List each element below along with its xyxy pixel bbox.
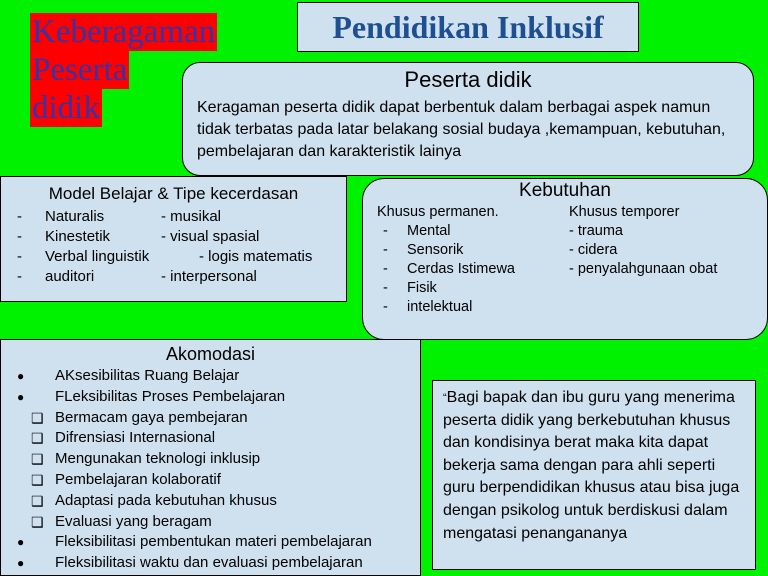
akomodasi-subitem: Bermacam gaya pembejaran bbox=[55, 408, 248, 426]
kebutuhan-box bbox=[362, 178, 768, 340]
akomodasi-item: FLeksibilitas Proses Pembelajaran bbox=[55, 387, 286, 405]
akomodasi-list bbox=[11, 366, 410, 574]
list-item bbox=[11, 532, 410, 553]
list-item bbox=[11, 553, 410, 574]
akomodasi-subitem: Evaluasi yang beragam bbox=[55, 512, 212, 530]
model-right: - musikal bbox=[161, 208, 222, 225]
permanen-item: Cerdas Istimewa bbox=[407, 261, 515, 277]
akomodasi-subitem: Adaptasi pada kebutuhan khusus bbox=[55, 491, 277, 509]
list-item bbox=[9, 207, 338, 227]
model-right: - visual spasial bbox=[161, 228, 260, 245]
list-item bbox=[377, 298, 515, 317]
model-left: auditori bbox=[45, 268, 95, 285]
permanen-title: Khusus permanen. bbox=[377, 204, 499, 220]
checkbox-marker: ❑ bbox=[31, 513, 44, 530]
temporer-column bbox=[569, 203, 717, 279]
list-item bbox=[377, 279, 515, 298]
list-item bbox=[11, 408, 410, 429]
permanen-item: Fisik bbox=[407, 280, 437, 296]
dash-marker: - bbox=[383, 299, 388, 315]
list-item bbox=[11, 387, 410, 408]
peserta-didik-box bbox=[182, 62, 754, 176]
list-item bbox=[377, 241, 515, 260]
akomodasi-subitem: Difrensiasi Internasional bbox=[55, 429, 216, 447]
dash-marker: - bbox=[383, 242, 388, 258]
akomodasi-item: AKsesibilitas Ruang Belajar bbox=[55, 367, 240, 384]
peserta-text: Keragaman peserta didik dapat berbentuk dalam berbagai aspek namun tidak terbatas pada latar belakang sosial budaya ,kemampuan, kebutuhan, pembelajaran dan karakteristik lainya bbox=[197, 99, 726, 160]
list-item bbox=[11, 449, 410, 470]
model-right: - interpersonal bbox=[161, 268, 257, 285]
model-right: - logis matematis bbox=[199, 248, 313, 265]
temporer-title: Khusus temporer bbox=[569, 204, 680, 220]
model-belajar-box bbox=[0, 176, 347, 302]
page-title: Pendidikan Inklusif bbox=[297, 2, 639, 52]
list-item bbox=[9, 247, 338, 267]
temporer-item: - penyalahgunaan obat bbox=[569, 261, 718, 277]
bullet-marker: ● bbox=[17, 369, 25, 383]
model-heading: Model Belajar & Tipe kecerdasan bbox=[48, 184, 299, 203]
list-item bbox=[377, 260, 515, 279]
akomodasi-subitem: Mengunakan teknologi inklusip bbox=[55, 450, 261, 468]
kebutuhan-heading: Kebutuhan bbox=[519, 180, 611, 201]
list-item bbox=[11, 428, 410, 449]
akomodasi-heading: Akomodasi bbox=[165, 344, 256, 364]
permanen-column bbox=[377, 203, 515, 317]
list-item bbox=[11, 470, 410, 491]
akomodasi-item: Fleksibilitasi pembentukan materi pembelajaran bbox=[55, 533, 372, 551]
dash-marker: - bbox=[17, 248, 22, 265]
list-item bbox=[9, 227, 338, 247]
side-title-line: Keberagaman bbox=[32, 14, 216, 50]
checkbox-marker: ❑ bbox=[31, 451, 44, 468]
model-left: Naturalis bbox=[45, 208, 105, 225]
akomodasi-box bbox=[0, 339, 421, 576]
peserta-heading: Peserta didik bbox=[404, 67, 532, 92]
dash-marker: - bbox=[17, 208, 22, 225]
list-item bbox=[11, 491, 410, 512]
dash-marker: - bbox=[383, 280, 388, 296]
model-left: Verbal linguistik bbox=[45, 248, 150, 265]
temporer-item: - trauma bbox=[569, 223, 623, 239]
side-title-line: Peserta bbox=[32, 52, 128, 88]
list-item bbox=[377, 222, 515, 241]
akomodasi-item: Fleksibilitasi waktu dan evaluasi pembelajaran bbox=[55, 554, 363, 572]
bullet-marker: ● bbox=[17, 556, 25, 571]
quote-text: Bagi bapak dan ibu guru yang menerima peserta didik yang berkebutuhan khusus dan kondisinya berat maka kita dapat bekerja sama dengan para ahli seperti guru berpendidikan khusus atau bisa juga dengan psikolog untuk berdiskusi dalam mengatasi penangananya bbox=[443, 389, 740, 542]
permanen-item: Sensorik bbox=[407, 242, 464, 258]
akomodasi-subitem: Pembelajaran kolaboratif bbox=[55, 470, 221, 488]
checkbox-marker: ❑ bbox=[31, 430, 44, 447]
model-left: Kinestetik bbox=[45, 228, 111, 245]
checkbox-marker: ❑ bbox=[31, 471, 44, 488]
temporer-item: - cidera bbox=[569, 242, 618, 258]
quote-mark: “ bbox=[443, 392, 447, 404]
dash-marker: - bbox=[17, 228, 22, 245]
bullet-marker: ● bbox=[17, 389, 25, 404]
dash-marker: - bbox=[17, 268, 22, 285]
dash-marker: - bbox=[383, 223, 388, 239]
permanen-item: Mental bbox=[407, 223, 451, 239]
permanen-item: intelektual bbox=[407, 299, 473, 315]
checkbox-marker: ❑ bbox=[31, 492, 44, 509]
quote-box bbox=[432, 380, 756, 570]
list-item bbox=[11, 512, 410, 533]
list-item bbox=[9, 267, 338, 287]
checkbox-marker: ❑ bbox=[31, 409, 44, 426]
bullet-marker: ● bbox=[17, 535, 25, 550]
side-title-line: didik bbox=[32, 90, 100, 126]
list-item bbox=[11, 366, 410, 387]
dash-marker: - bbox=[383, 261, 388, 277]
